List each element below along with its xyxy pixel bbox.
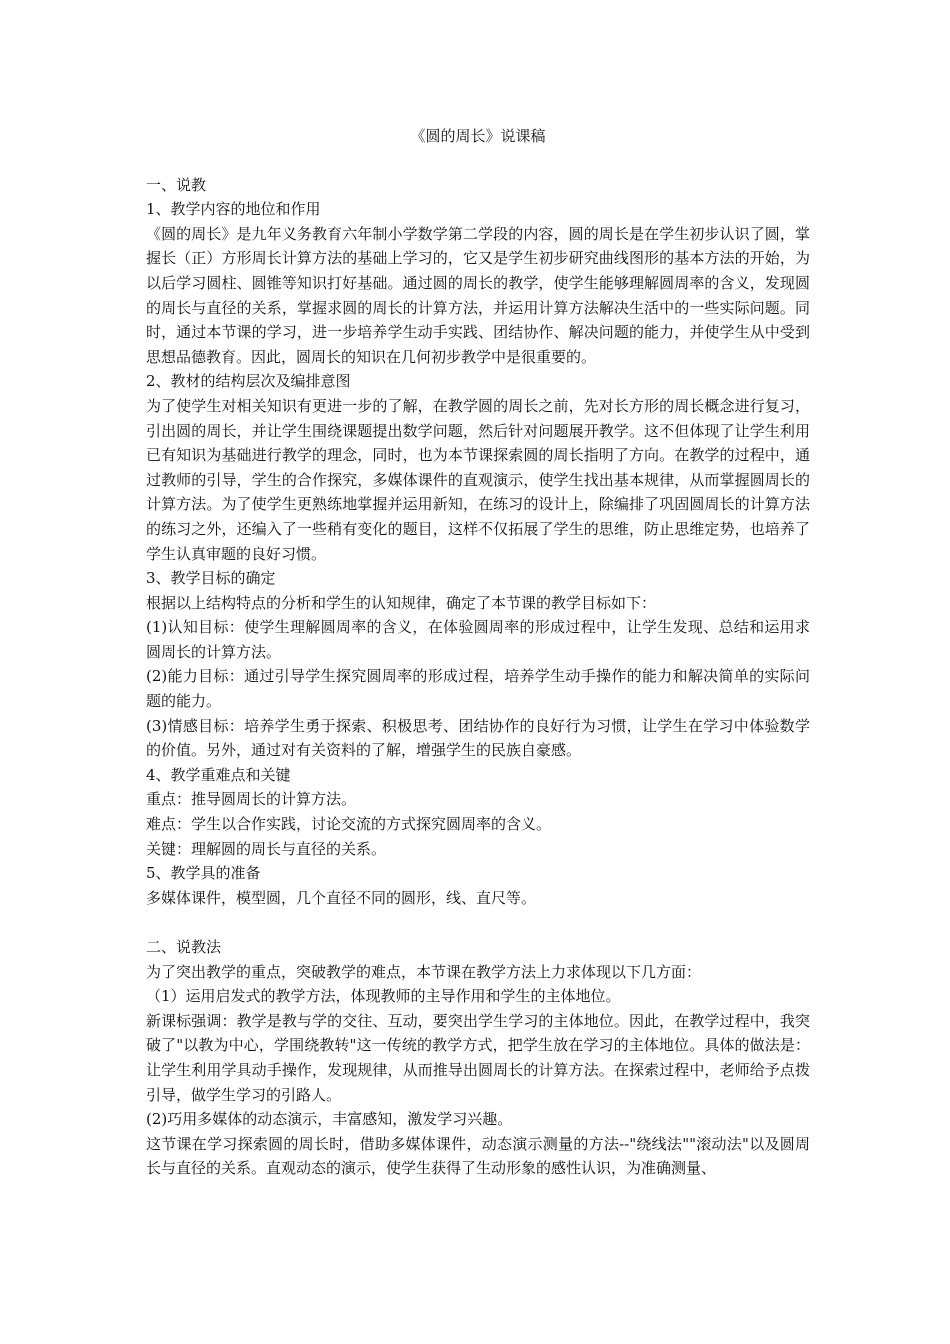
sub3-intro: 根据以上结构特点的分析和学生的认知规律，确定了本节课的教学目标如下：: [146, 593, 657, 612]
method2-body: 这节课在学习探索圆的周长时，借助多媒体课件，动态演示测量的方法--"绕线法""滚动法"以及圆周长与直径的关系。直观动态的演示，使学生获得了生动形象的感性认识，为准确测量、: [146, 1134, 810, 1178]
sub3-heading: 3、教学目标的确定: [146, 569, 276, 588]
key-point: 重点：推导圆周长的计算方法。: [146, 790, 357, 809]
method1-heading: （1）运用启发式的教学方法，体现教师的主导作用和学生的主体地位。: [146, 987, 621, 1006]
document-page: [146, 124, 810, 1181]
sub4-heading: 4、教学重难点和关键: [146, 765, 291, 784]
method2-heading: (2)巧用多媒体的动态演示，丰富感知，激发学习兴趣。: [146, 1110, 513, 1129]
section2-heading: 二、说教法: [146, 938, 222, 956]
tools: 多媒体课件，模型圆，几个直径不同的圆形，线、直尺等。: [146, 888, 537, 907]
sub2-body: 为了使学生对相关知识有更进一步的了解，在教学圆的周长之前，先对长方形的周长概念进行复习，引出圆的周长，并让学生围绕课题提出数学问题，然后针对问题展开教学。这不但体现了让学生利用已有知识为基础进行教学的理念，同时，也为本节课探索圆的周长指明了方向。在教学的过程中，通过教师的引导，学生的合作探究，多媒体课件的直观演示，使学生找出基本规律，从而掌握圆周长的计算方法。为了使学生更熟练地掌握并运用新知，在练习的设计上，除编排了巩固圆周长的计算方法的练习之外，还编入了一些稍有变化的题目，这样不仅拓展了学生的思维，防止思维定势，也培养了学生认真审题的良好习惯。: [146, 396, 810, 563]
sub5-heading: 5、教学具的准备: [146, 864, 261, 883]
sub2-heading: 2、教材的结构层次及编排意图: [146, 372, 351, 391]
section1-heading: 一、说教: [146, 175, 207, 194]
sub1-body: 《圆的周长》是九年义务教育六年制小学数学第二学段的内容，圆的周长是在学生初步认识了圆，掌握长（正）方形周长计算方法的基础上学习的，它又是学生初步研究曲线图形的基本方法的开始，为以后学习圆柱、圆锥等知识打好基础。通过圆的周长的教学，使学生能够理解圆周率的含义，发现圆的周长与直径的关系，掌握求圆的周长的计算方法，并运用计算方法解决生活中的一些实际问题。同时，通过本节课的学习，进一步培养学生动手实践、团结协作、解决问题的能力，并使学生从中受到思想品德教育。因此，圆周长的知识在几何初步教学中是很重要的。: [146, 224, 810, 366]
section-spacer: [146, 910, 810, 935]
section2-intro: 为了突出教学的重点，突破教学的难点，本节课在教学方法上力求体现以下几方面：: [146, 962, 702, 981]
document-title: 《圆的周长》说课稿: [410, 127, 546, 145]
key: 关键：理解圆的周长与直径的关系。: [146, 839, 387, 858]
goal-ability: (2)能力目标：通过引导学生探究圆周率的形成过程，培养学生动手操作的能力和解决简单的实际问题的能力。: [146, 667, 810, 711]
goal-emotion: (3)情感目标：培养学生勇于探索、积极思考、团结协作的良好行为习惯，让学生在学习中体验数学的价值。另外，通过对有关资料的了解，增强学生的民族自豪感。: [146, 716, 810, 760]
sub1-heading: 1、教学内容的地位和作用: [146, 200, 321, 219]
difficulty: 难点：学生以合作实践，讨论交流的方式探究圆周率的含义。: [146, 815, 552, 834]
method1-body: 新课标强调：教学是教与学的交往、互动，要突出学生学习的主体地位。因此，在教学过程中，我突破了"以教为中心，学围绕教转"这一传统的教学方式，把学生放在学习的主体地位。具体的做法是：让学生利用学具动手操作，发现规律，从而推导出圆周长的计算方法。在探索过程中，老师给予点拨引导，做学生学习的引路人。: [146, 1011, 810, 1104]
goal-cognitive: (1)认知目标：使学生理解圆周率的含义，在体验圆周率的形成过程中，让学生发现、总结和运用求圆周长的计算方法。: [146, 618, 810, 661]
